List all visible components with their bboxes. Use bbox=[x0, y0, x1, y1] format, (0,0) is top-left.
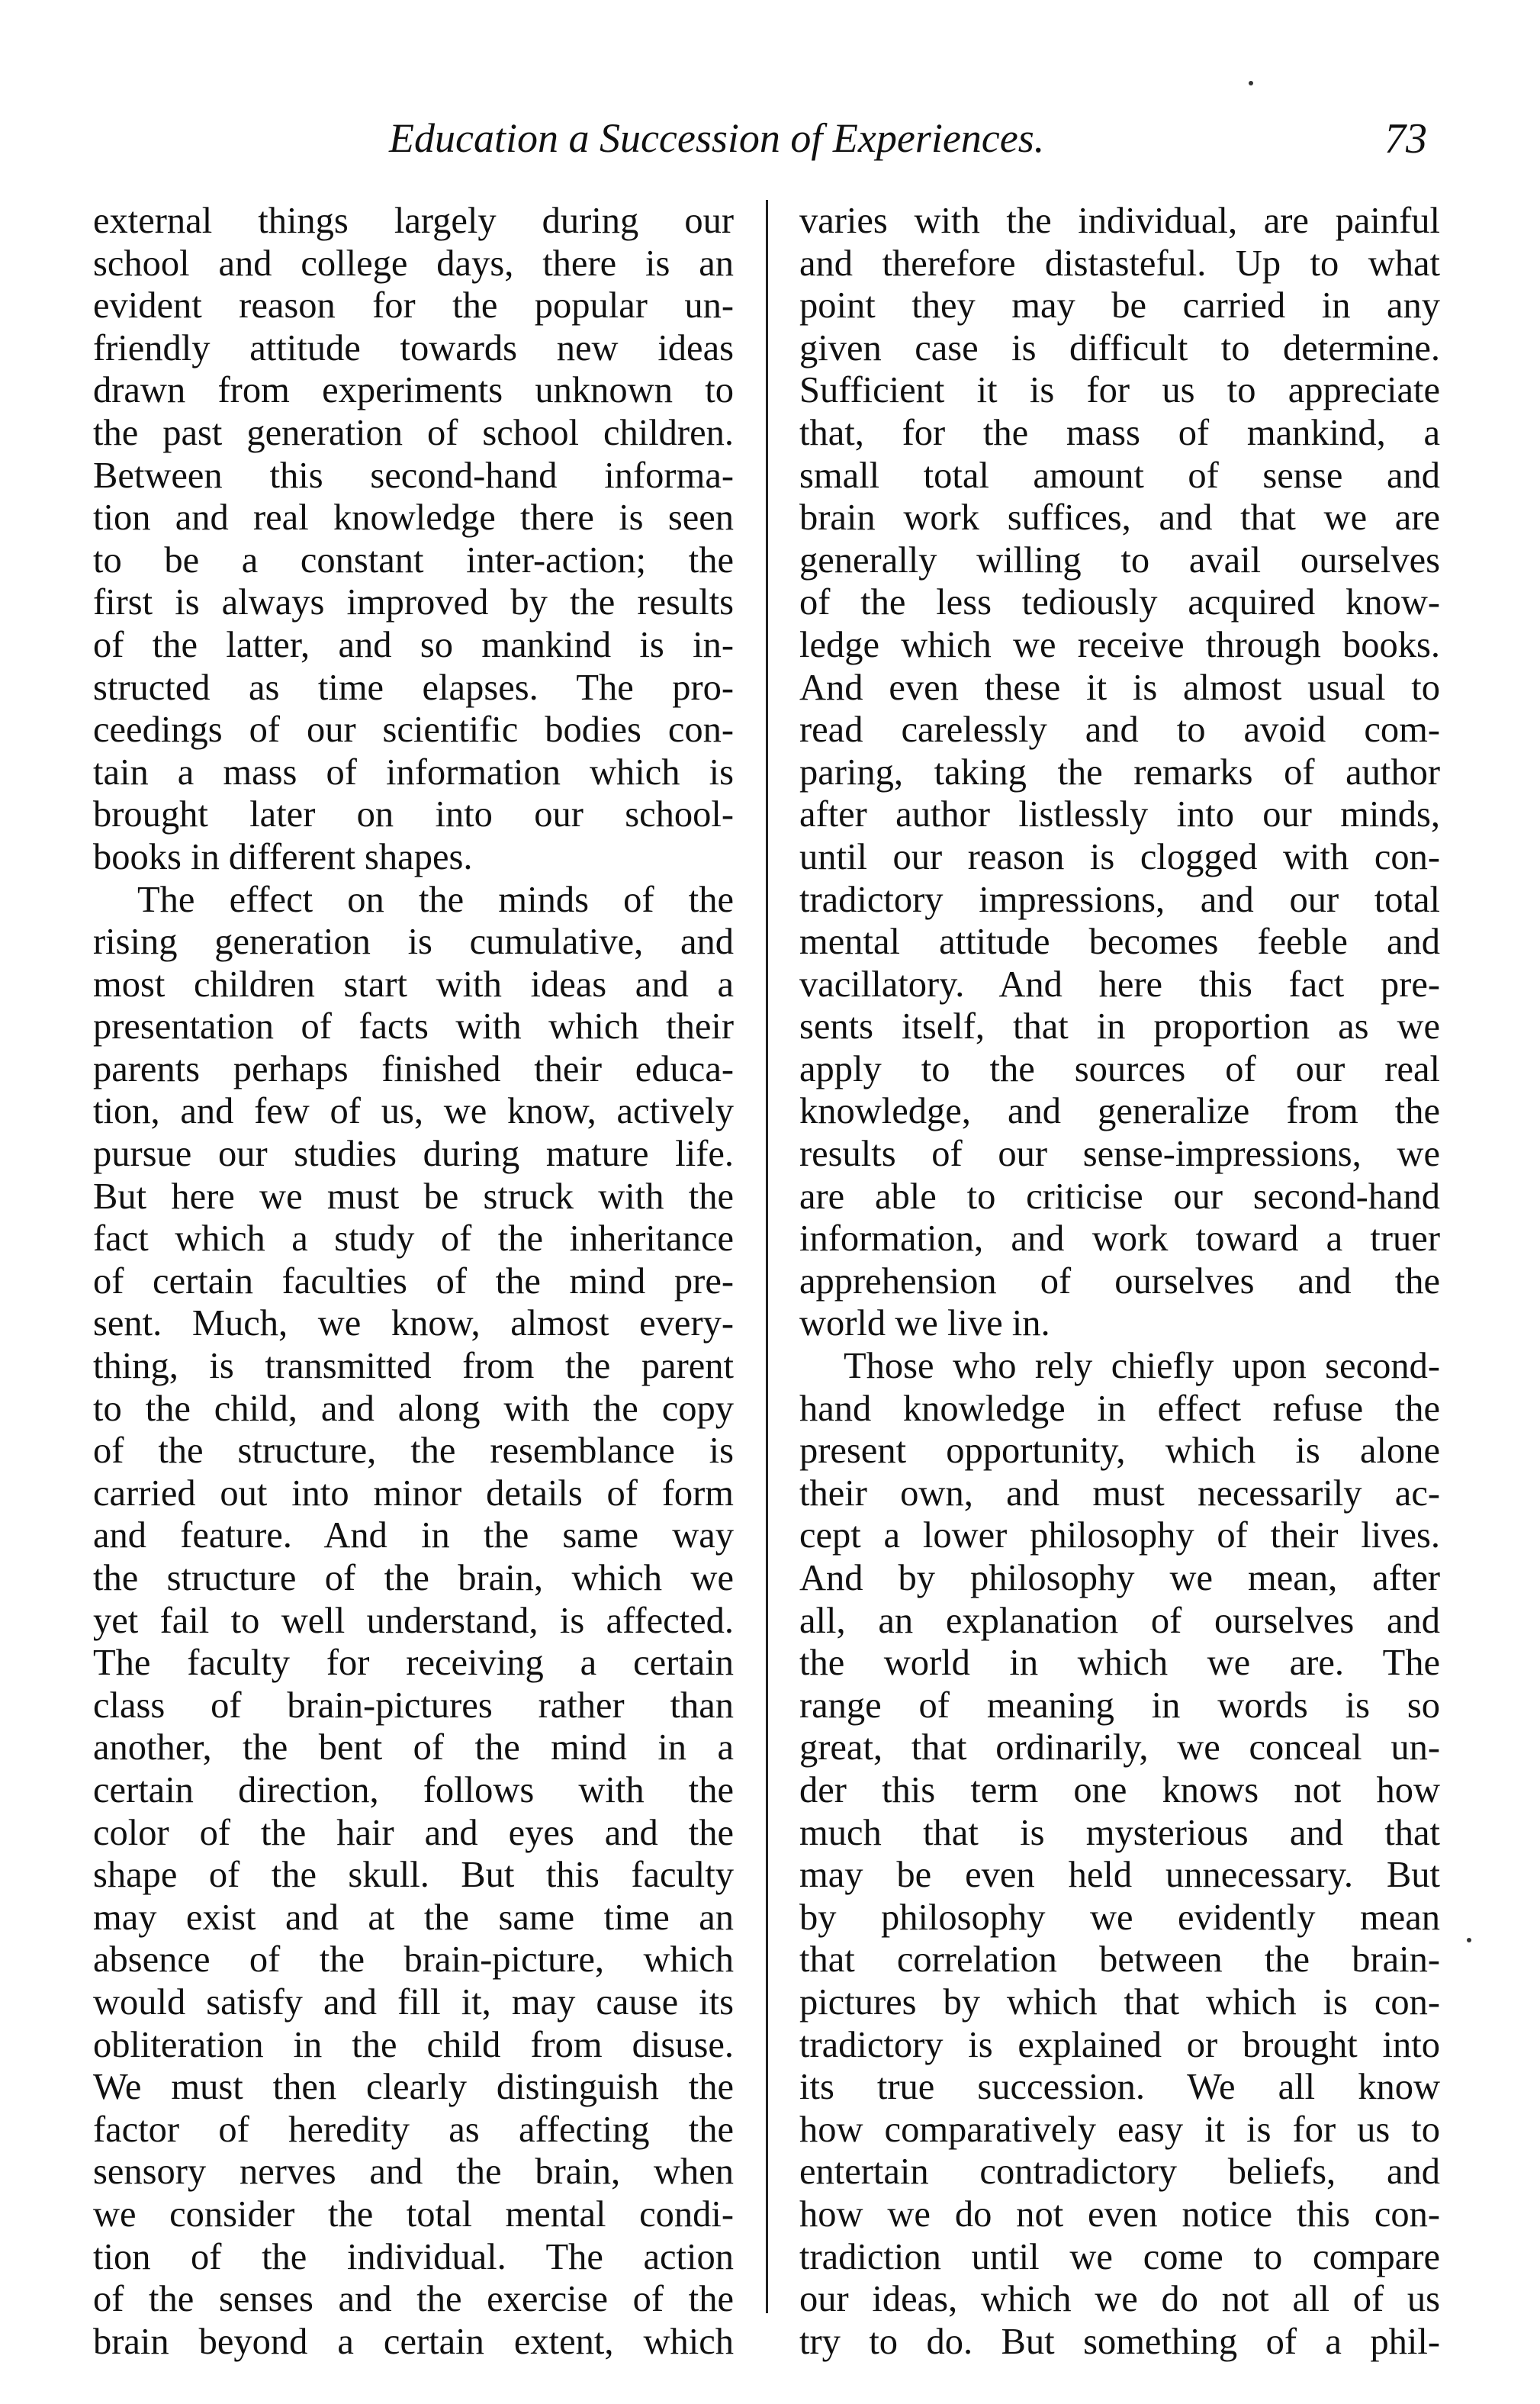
text-line: all, an explanation of ourselves and bbox=[799, 1600, 1440, 1641]
text-line: fact which a study of the inheritance bbox=[93, 1218, 734, 1260]
text-line: factor of heredity as affecting the bbox=[93, 2109, 734, 2150]
text-line: another, the bent of the mind in a bbox=[93, 1727, 734, 1768]
text-line: to be a constant inter-action; the bbox=[93, 539, 734, 581]
text-line: And by philosophy we mean, after bbox=[799, 1558, 1440, 1598]
running-head: Education a Succession of Experiences. bbox=[389, 115, 1045, 161]
text-line: tion of the individual. The action bbox=[93, 2236, 734, 2277]
text-line: tradiction until we come to compare bbox=[799, 2236, 1440, 2277]
text-line: how we do not even notice this con- bbox=[799, 2193, 1440, 2235]
text-line: the world in which we are. The bbox=[799, 1643, 1440, 1684]
text-line: of the senses and the exercise of the bbox=[93, 2279, 734, 2320]
text-line: thing, is transmitted from the parent bbox=[93, 1346, 734, 1387]
text-line: absence of the brain-picture, which bbox=[93, 1939, 734, 1981]
text-line: books in different shapes. bbox=[93, 836, 473, 877]
right-column bbox=[799, 200, 1440, 2363]
text-line: sents itself, that in proportion as we bbox=[799, 1006, 1440, 1048]
text-line: Those who rely chiefly upon second- bbox=[844, 1346, 1440, 1387]
text-line: tion, and few of us, we know, actively bbox=[93, 1091, 734, 1132]
text-line: paring, taking the remarks of author bbox=[799, 751, 1440, 793]
text-line: first is always improved by the results bbox=[93, 582, 734, 623]
text-line: generally willing to avail ourselves bbox=[799, 539, 1440, 581]
text-line: that, for the mass of mankind, a bbox=[799, 412, 1440, 453]
text-line: Between this second-hand informa- bbox=[93, 455, 734, 496]
text-line: tradictory impressions, and our total bbox=[799, 879, 1440, 920]
text-line: vacillatory. And here this fact pre- bbox=[799, 964, 1440, 1005]
text-line: tion and real knowledge there is seen bbox=[93, 497, 734, 539]
text-line: ledge which we receive through books. bbox=[799, 624, 1440, 665]
text-line: until our reason is clogged with con- bbox=[799, 836, 1440, 877]
text-line: drawn from experiments unknown to bbox=[93, 370, 734, 411]
text-line: information, and work toward a truer bbox=[799, 1218, 1440, 1260]
print-speck bbox=[1467, 1938, 1471, 1942]
text-line: Sufficient it is for us to appreciate bbox=[799, 370, 1440, 411]
text-line: try to do. But something of a phil- bbox=[799, 2321, 1440, 2362]
text-line: certain direction, follows with the bbox=[93, 1769, 734, 1810]
text-line: color of the hair and eyes and the bbox=[93, 1812, 734, 1853]
page-number: 73 bbox=[1384, 115, 1427, 163]
text-line: are able to criticise our second-hand bbox=[799, 1176, 1440, 1217]
text-line: brain beyond a certain extent, which bbox=[93, 2321, 734, 2362]
text-line: present opportunity, which is alone bbox=[799, 1430, 1440, 1472]
text-line: apprehension of ourselves and the bbox=[799, 1260, 1440, 1302]
text-line: external things largely during our bbox=[93, 201, 734, 241]
text-line: We must then clearly distinguish the bbox=[93, 2067, 734, 2108]
text-line: much that is mysterious and that bbox=[799, 1812, 1440, 1853]
column-divider bbox=[766, 200, 768, 2313]
text-line: our ideas, which we do not all of us bbox=[799, 2279, 1440, 2320]
text-line: that correlation between the brain- bbox=[799, 1939, 1440, 1981]
text-line: hand knowledge in effect refuse the bbox=[799, 1388, 1440, 1429]
text-line: of the latter, and so mankind is in- bbox=[93, 624, 734, 665]
text-line: presentation of facts with which their bbox=[93, 1006, 734, 1048]
text-line: knowledge, and generalize from the bbox=[799, 1091, 1440, 1132]
text-line: range of meaning in words is so bbox=[799, 1685, 1440, 1726]
text-line: point they may be carried in any bbox=[799, 285, 1440, 327]
text-line: small total amount of sense and bbox=[799, 455, 1440, 496]
text-line: to the child, and along with the copy bbox=[93, 1388, 734, 1429]
text-line: of certain faculties of the mind pre- bbox=[93, 1260, 734, 1302]
text-line: evident reason for the popular un- bbox=[93, 285, 734, 327]
text-line: may exist and at the same time an bbox=[93, 1897, 734, 1938]
text-line: class of brain-pictures rather than bbox=[93, 1685, 734, 1726]
text-line: parents perhaps finished their educa- bbox=[93, 1048, 734, 1089]
text-line: structed as time elapses. The pro- bbox=[93, 667, 734, 708]
text-line: the past generation of school children. bbox=[93, 412, 734, 453]
print-speck bbox=[1249, 81, 1253, 85]
text-line: carried out into minor details of form bbox=[93, 1472, 734, 1514]
text-line: by philosophy we evidently mean bbox=[799, 1897, 1440, 1938]
text-line: yet fail to well understand, is affected. bbox=[93, 1600, 734, 1641]
text-line: The effect on the minds of the bbox=[137, 879, 734, 920]
text-line: varies with the individual, are painful bbox=[799, 201, 1440, 241]
text-line: would satisfy and fill it, may cause its bbox=[93, 1981, 734, 2023]
text-line: cept a lower philosophy of their lives. bbox=[799, 1515, 1440, 1556]
text-line: The faculty for receiving a certain bbox=[93, 1643, 734, 1684]
text-line: and therefore distasteful. Up to what bbox=[799, 243, 1440, 284]
text-line: of the less tediously acquired know- bbox=[799, 582, 1440, 623]
text-line: school and college days, there is an bbox=[93, 243, 734, 284]
text-line: entertain contradictory beliefs, and bbox=[799, 2151, 1440, 2193]
text-line: results of our sense-impressions, we bbox=[799, 1134, 1440, 1175]
text-line: how comparatively easy it is for us to bbox=[799, 2109, 1440, 2150]
text-line: most children start with ideas and a bbox=[93, 964, 734, 1005]
text-line: of the structure, the resemblance is bbox=[93, 1430, 734, 1472]
text-line: But here we must be struck with the bbox=[93, 1176, 734, 1217]
text-line: after author listlessly into our minds, bbox=[799, 794, 1440, 835]
text-line: brought later on into our school- bbox=[93, 794, 734, 835]
text-line: shape of the skull. But this faculty bbox=[93, 1855, 734, 1896]
text-line: apply to the sources of our real bbox=[799, 1048, 1440, 1089]
text-line: may be even held unnecessary. But bbox=[799, 1855, 1440, 1896]
text-line: obliteration in the child from disuse. bbox=[93, 2024, 734, 2065]
text-line: sensory nerves and the brain, when bbox=[93, 2151, 734, 2193]
text-line: tradictory is explained or brought into bbox=[799, 2024, 1440, 2065]
text-line: ceedings of our scientific bodies con- bbox=[93, 710, 734, 751]
text-line: tain a mass of information which is bbox=[93, 751, 734, 793]
text-line: And even these it is almost usual to bbox=[799, 667, 1440, 708]
text-line: brain work suffices, and that we are bbox=[799, 497, 1440, 539]
text-line: read carelessly and to avoid com- bbox=[799, 710, 1440, 751]
text-line: pursue our studies during mature life. bbox=[93, 1134, 734, 1175]
text-line: its true succession. We all know bbox=[799, 2067, 1440, 2108]
text-line: great, that ordinarily, we conceal un- bbox=[799, 1727, 1440, 1768]
text-line: mental attitude becomes feeble and bbox=[799, 922, 1440, 963]
text-line: pictures by which that which is con- bbox=[799, 1981, 1440, 2023]
text-line: sent. Much, we know, almost every- bbox=[93, 1303, 734, 1344]
text-line: their own, and must necessarily ac- bbox=[799, 1472, 1440, 1514]
text-line: the structure of the brain, which we bbox=[93, 1558, 734, 1598]
text-line: friendly attitude towards new ideas bbox=[93, 327, 734, 368]
text-line: we consider the total mental condi- bbox=[93, 2193, 734, 2235]
text-line: der this term one knows not how bbox=[799, 1769, 1440, 1810]
text-line: world we live in. bbox=[799, 1303, 1050, 1344]
text-line: and feature. And in the same way bbox=[93, 1515, 734, 1556]
left-column bbox=[93, 200, 734, 2363]
text-line: rising generation is cumulative, and bbox=[93, 922, 734, 963]
text-line: given case is difficult to determine. bbox=[799, 327, 1440, 368]
